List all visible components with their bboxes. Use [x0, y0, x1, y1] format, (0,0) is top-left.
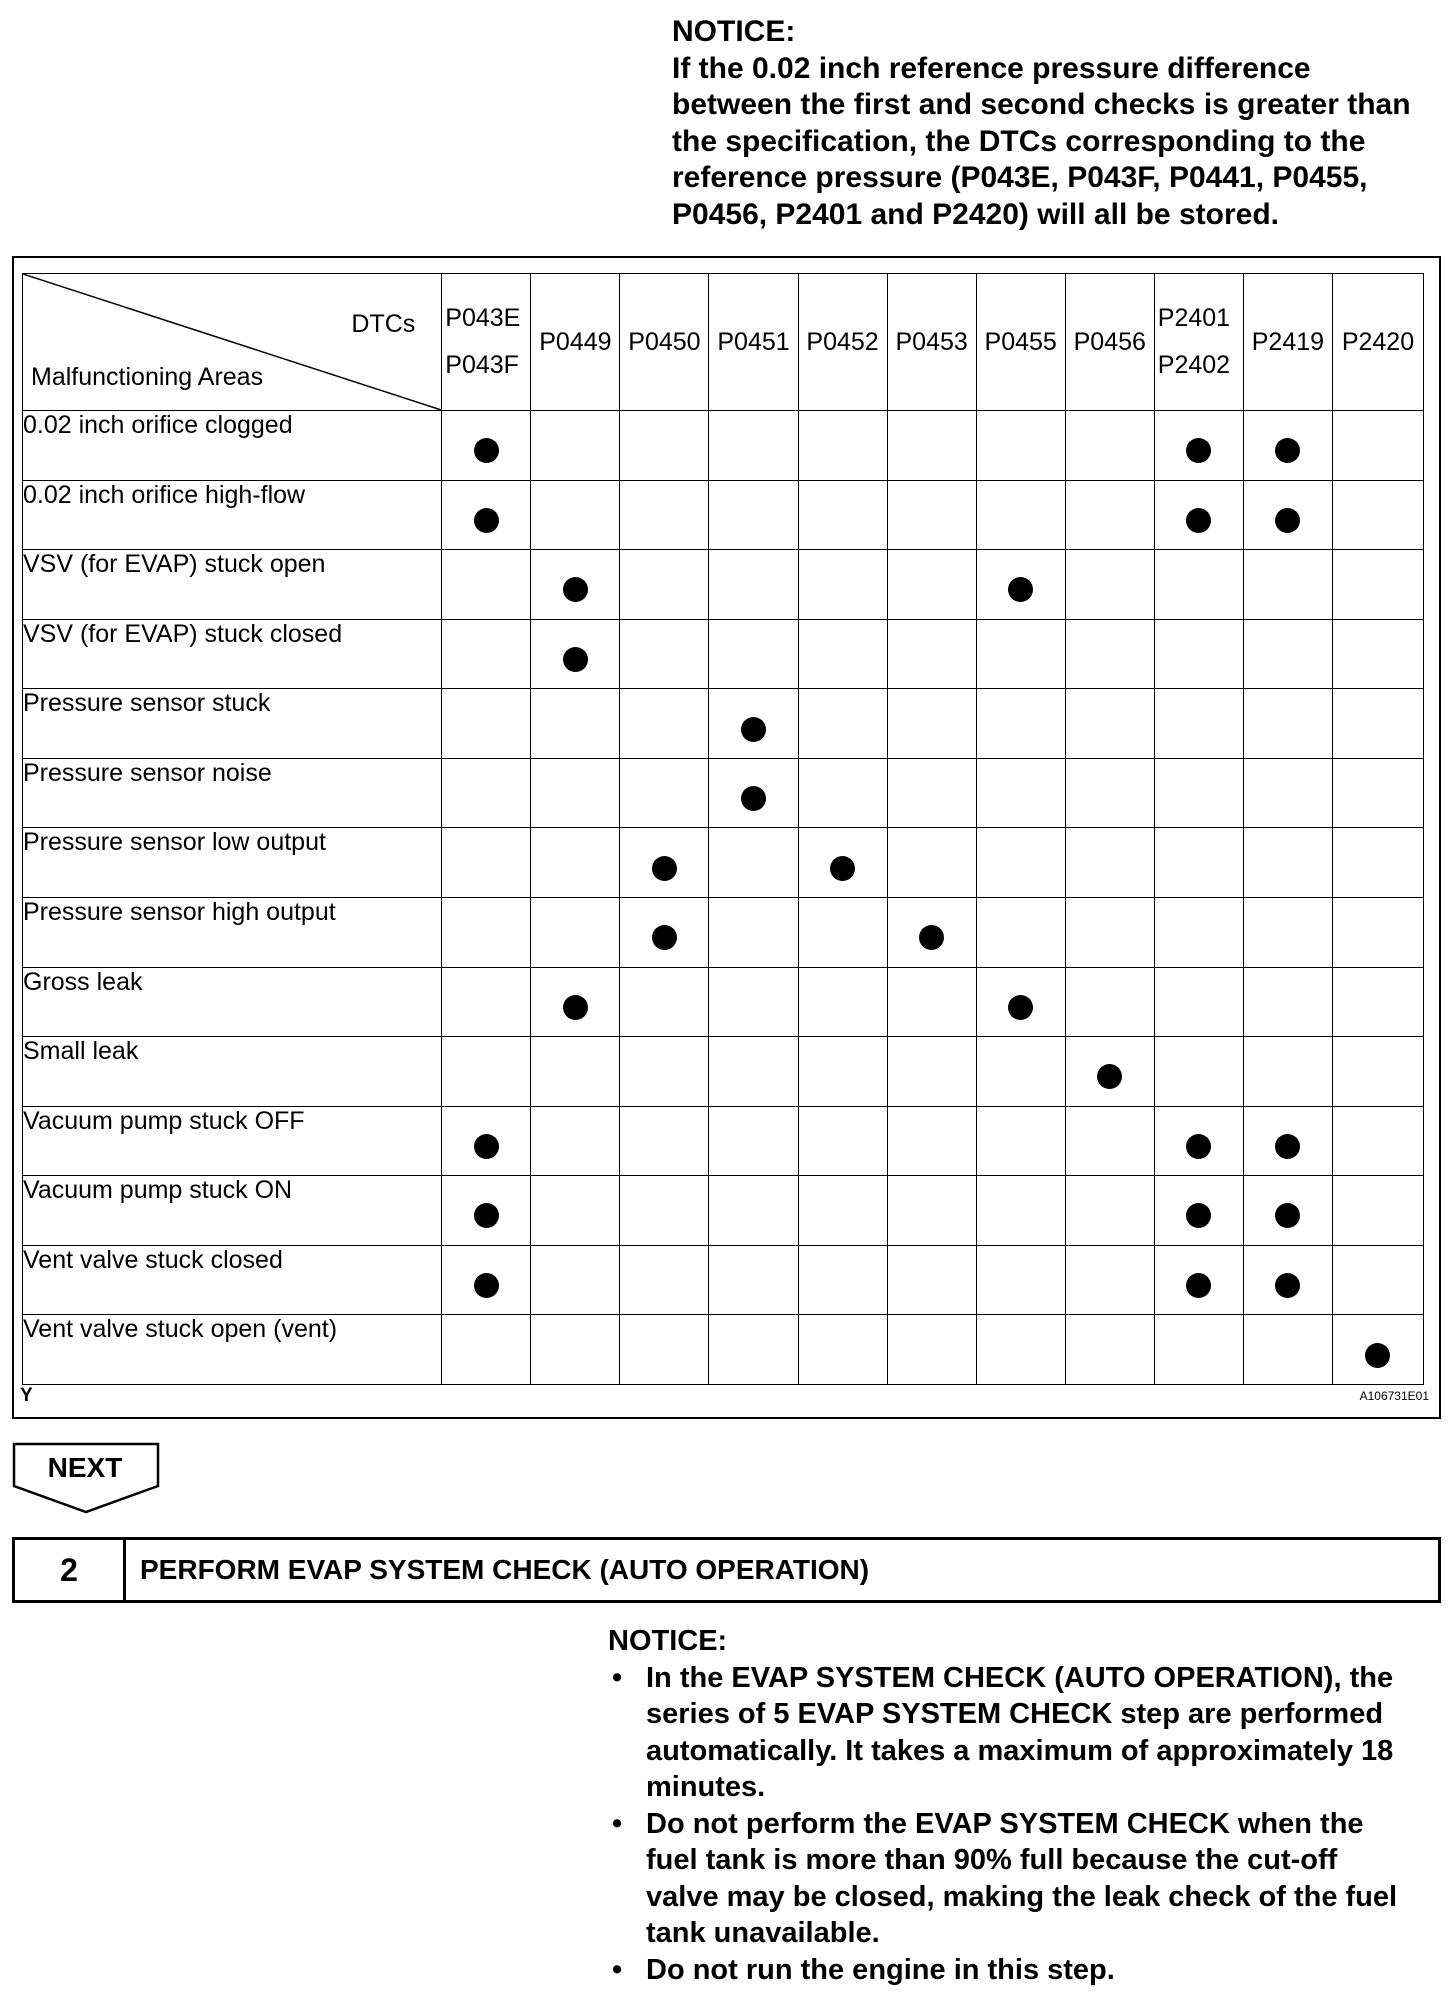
list-item: [608, 1952, 1443, 1989]
matrix-cell: [709, 550, 798, 620]
matrix-cell: [1154, 1106, 1243, 1176]
notice-bottom: [608, 1623, 1443, 1988]
malfunction-area-label: Gross leak: [23, 967, 442, 1037]
notice-line: fuel tank is more than 90% full because the cut-off: [646, 1844, 1338, 1876]
matrix-cell: [887, 897, 976, 967]
matrix-cell: [1154, 897, 1243, 967]
matrix-cell: [1065, 1176, 1154, 1246]
matrix-cell: [1065, 1037, 1154, 1107]
malfunction-area-label: Small leak: [23, 1037, 442, 1107]
dtc-column-header: P0450: [620, 274, 709, 411]
matrix-cell: [976, 758, 1065, 828]
matrix-cell: [442, 758, 531, 828]
matrix-cell: [1332, 1245, 1423, 1315]
notice-top-line: the specification, the DTCs corresponding to the: [672, 124, 1366, 158]
matrix-cell: [442, 619, 531, 689]
dtc-column-header: P2419: [1243, 274, 1332, 411]
matrix-cell: [887, 1245, 976, 1315]
applicable-dot-icon: [741, 717, 766, 742]
matrix-cell: [887, 411, 976, 481]
matrix-cell: [1243, 689, 1332, 759]
matrix-cell: [1332, 689, 1423, 759]
matrix-cell: [798, 689, 887, 759]
corner-dtcs-label: DTCs: [351, 310, 416, 338]
matrix-cell: [887, 1106, 976, 1176]
matrix-cell: [1154, 967, 1243, 1037]
matrix-cell: [1154, 1176, 1243, 1246]
malfunction-area-label: Pressure sensor noise: [23, 758, 442, 828]
matrix-cell: [442, 828, 531, 898]
applicable-dot-icon: [1008, 995, 1033, 1020]
applicable-dot-icon: [830, 856, 855, 881]
applicable-dot-icon: [1365, 1343, 1390, 1368]
applicable-dot-icon: [474, 1134, 499, 1159]
dtc-code-stack: [445, 274, 530, 410]
matrix-cell: [620, 1176, 709, 1246]
matrix-cell: [887, 758, 976, 828]
corner-header-cell: [23, 274, 442, 411]
matrix-cell: [1065, 897, 1154, 967]
matrix-cell: [709, 897, 798, 967]
applicable-dot-icon: [1275, 1273, 1300, 1298]
malfunction-area-label: 0.02 inch orifice high-flow: [23, 480, 442, 550]
matrix-cell: [1065, 619, 1154, 689]
table-row: [23, 967, 1424, 1037]
matrix-cell: [1243, 480, 1332, 550]
matrix-cell: [620, 1245, 709, 1315]
matrix-cell: [531, 758, 620, 828]
dtc-code: P043E: [445, 304, 521, 332]
matrix-cell: [976, 828, 1065, 898]
dtc-code: P2402: [1157, 351, 1231, 379]
applicable-dot-icon: [1186, 438, 1211, 463]
matrix-cell: [1065, 758, 1154, 828]
table-row: [23, 480, 1424, 550]
matrix-cell: [1332, 619, 1423, 689]
next-button-label: NEXT: [47, 1452, 123, 1483]
dtc-column-header: P0453: [887, 274, 976, 411]
matrix-cell: [531, 1315, 620, 1385]
matrix-cell: [976, 1245, 1065, 1315]
matrix-cell: [1243, 550, 1332, 620]
matrix-cell: [887, 967, 976, 1037]
notice-line: • Do not perform the EVAP SYSTEM CHECK when the: [646, 1807, 1364, 1840]
matrix-cell: [1332, 1106, 1423, 1176]
matrix-cell: [442, 1176, 531, 1246]
matrix-cell: [620, 828, 709, 898]
corner-areas-label: Malfunctioning Areas: [31, 363, 264, 391]
matrix-cell: [1243, 411, 1332, 481]
matrix-cell: [620, 967, 709, 1037]
matrix-cell: [1065, 1315, 1154, 1385]
matrix-cell: [798, 1037, 887, 1107]
matrix-cell: [709, 1106, 798, 1176]
applicable-dot-icon: [919, 925, 944, 950]
table-row: [23, 1245, 1424, 1315]
step-title: PERFORM EVAP SYSTEM CHECK (AUTO OPERATION): [140, 1554, 870, 1585]
table-row: [23, 897, 1424, 967]
matrix-cell: [798, 550, 887, 620]
step-header: [12, 1537, 1441, 1603]
malfunction-area-label: VSV (for EVAP) stuck open: [23, 550, 442, 620]
matrix-cell: [976, 1176, 1065, 1246]
matrix-cell: [531, 967, 620, 1037]
notice-line: automatically. It takes a maximum of approximately 18: [646, 1734, 1394, 1767]
matrix-cell: [1332, 1037, 1423, 1107]
notice-top-heading: NOTICE:: [672, 15, 796, 48]
matrix-cell: [1154, 758, 1243, 828]
matrix-cell: [1154, 550, 1243, 620]
table-row: [23, 828, 1424, 898]
notice-top-line: P0456, P2401 and P2420) will all be stored.: [672, 197, 1279, 231]
dtc-code: P043F: [445, 351, 519, 379]
matrix-cell: [1065, 967, 1154, 1037]
matrix-cell: [1065, 689, 1154, 759]
matrix-cell: [1332, 411, 1423, 481]
matrix-cell: [1243, 1245, 1332, 1315]
dtc-column-header: P0455: [976, 274, 1065, 411]
notice-line: minutes.: [646, 1771, 766, 1803]
matrix-cell: [620, 1037, 709, 1107]
malfunction-area-label: 0.02 inch orifice clogged: [23, 411, 442, 481]
dtc-code-stack: [1158, 274, 1243, 410]
matrix-cell: [620, 1106, 709, 1176]
matrix-cell: [1243, 1106, 1332, 1176]
matrix-cell: [709, 758, 798, 828]
applicable-dot-icon: [1186, 1134, 1211, 1159]
matrix-cell: [531, 480, 620, 550]
applicable-dot-icon: [563, 577, 588, 602]
applicable-dot-icon: [474, 1273, 499, 1298]
matrix-cell: [976, 967, 1065, 1037]
applicable-dot-icon: [1275, 508, 1300, 533]
malfunction-area-label: Pressure sensor stuck: [23, 689, 442, 759]
matrix-cell: [1154, 689, 1243, 759]
matrix-cell: [976, 480, 1065, 550]
matrix-cell: [1332, 897, 1423, 967]
applicable-dot-icon: [1275, 1203, 1300, 1228]
matrix-cell: [709, 1315, 798, 1385]
matrix-cell: [976, 619, 1065, 689]
matrix-cell: [798, 828, 887, 898]
malfunction-area-label: VSV (for EVAP) stuck closed: [23, 619, 442, 689]
matrix-cell: [442, 967, 531, 1037]
matrix-cell: [976, 689, 1065, 759]
applicable-dot-icon: [1275, 438, 1300, 463]
notice-top-line: reference pressure (P043E, P043F, P0441, P0455,: [672, 161, 1368, 194]
matrix-cell: [709, 619, 798, 689]
matrix-cell: [1243, 1176, 1332, 1246]
matrix-cell: [442, 897, 531, 967]
malfunction-area-label: Vent valve stuck open (vent): [23, 1315, 442, 1385]
matrix-cell: [976, 1037, 1065, 1107]
matrix-cell: [1065, 550, 1154, 620]
matrix-cell: [887, 689, 976, 759]
matrix-cell: [442, 1106, 531, 1176]
notice-top: [672, 14, 1442, 233]
dtc-figure: [12, 256, 1441, 1419]
dtc-column-header: P0451: [709, 274, 798, 411]
applicable-dot-icon: [1186, 1273, 1211, 1298]
matrix-cell: [1154, 1315, 1243, 1385]
matrix-cell: [976, 411, 1065, 481]
matrix-cell: [620, 550, 709, 620]
matrix-cell: [1332, 480, 1423, 550]
matrix-cell: [1332, 1176, 1423, 1246]
figure-y-mark: Y: [20, 1385, 33, 1406]
matrix-cell: [887, 1315, 976, 1385]
matrix-cell: [442, 411, 531, 481]
notice-line: • Do not run the engine in this step.: [646, 1953, 1115, 1986]
applicable-dot-icon: [1186, 1203, 1211, 1228]
notice-line: tank unavailable.: [646, 1917, 880, 1949]
next-button[interactable]: [12, 1442, 162, 1514]
matrix-cell: [442, 1245, 531, 1315]
applicable-dot-icon: [652, 856, 677, 881]
matrix-cell: [620, 689, 709, 759]
dtc-column-header: P0449: [531, 274, 620, 411]
matrix-cell: [1243, 619, 1332, 689]
matrix-cell: [709, 1037, 798, 1107]
matrix-cell: [798, 1315, 887, 1385]
list-item: [608, 1660, 1443, 1806]
notice-line: series of 5 EVAP SYSTEM CHECK step are performed: [646, 1698, 1384, 1730]
matrix-cell: [531, 689, 620, 759]
matrix-cell: [620, 1315, 709, 1385]
dtc-code: P2401: [1157, 304, 1231, 332]
matrix-cell: [798, 758, 887, 828]
matrix-body: [23, 411, 1424, 1385]
matrix-cell: [442, 480, 531, 550]
malfunction-area-label: Vacuum pump stuck OFF: [23, 1106, 442, 1176]
applicable-dot-icon: [741, 786, 766, 811]
figure-id: A106731E01: [1359, 1389, 1429, 1403]
applicable-dot-icon: [563, 995, 588, 1020]
matrix-cell: [1065, 411, 1154, 481]
applicable-dot-icon: [1186, 508, 1211, 533]
matrix-cell: [976, 1106, 1065, 1176]
notice-line: valve may be closed, making the leak check of the fuel: [646, 1880, 1398, 1913]
header-row: [23, 274, 1424, 411]
notice-line: • In the EVAP SYSTEM CHECK (AUTO OPERATION), the: [646, 1661, 1394, 1694]
dtc-column-header: [442, 274, 531, 411]
matrix-cell: [798, 897, 887, 967]
applicable-dot-icon: [474, 1203, 499, 1228]
matrix-cell: [442, 689, 531, 759]
applicable-dot-icon: [1097, 1064, 1122, 1089]
matrix-cell: [798, 619, 887, 689]
applicable-dot-icon: [1275, 1134, 1300, 1159]
notice-top-line: between the first and second checks is greater than: [672, 88, 1411, 121]
matrix-cell: [442, 1037, 531, 1107]
applicable-dot-icon: [1008, 577, 1033, 602]
matrix-cell: [709, 411, 798, 481]
matrix-cell: [531, 1037, 620, 1107]
matrix-cell: [531, 1106, 620, 1176]
matrix-cell: [1332, 550, 1423, 620]
matrix-cell: [531, 897, 620, 967]
malfunction-area-label: Pressure sensor low output: [23, 828, 442, 898]
dtc-column-header: P2420: [1332, 274, 1423, 411]
matrix-cell: [1332, 828, 1423, 898]
matrix-cell: [1065, 1245, 1154, 1315]
notice-bottom-heading: NOTICE:: [608, 1625, 728, 1657]
matrix-cell: [1154, 1245, 1243, 1315]
matrix-cell: [709, 967, 798, 1037]
matrix-cell: [620, 619, 709, 689]
matrix-cell: [1332, 758, 1423, 828]
matrix-cell: [531, 1176, 620, 1246]
matrix-cell: [1332, 1315, 1423, 1385]
table-row: [23, 1037, 1424, 1107]
table-row: [23, 689, 1424, 759]
notice-bottom-list: [608, 1660, 1443, 1989]
matrix-cell: [1065, 480, 1154, 550]
table-row: [23, 1176, 1424, 1246]
matrix-cell: [887, 480, 976, 550]
applicable-dot-icon: [474, 508, 499, 533]
matrix-cell: [976, 897, 1065, 967]
table-row: [23, 758, 1424, 828]
matrix-cell: [1243, 828, 1332, 898]
dtc-column-header: [1154, 274, 1243, 411]
matrix-cell: [1154, 480, 1243, 550]
matrix-cell: [709, 1245, 798, 1315]
matrix-cell: [531, 550, 620, 620]
matrix-cell: [976, 550, 1065, 620]
matrix-cell: [620, 480, 709, 550]
matrix-cell: [798, 411, 887, 481]
applicable-dot-icon: [563, 647, 588, 672]
matrix-cell: [798, 480, 887, 550]
matrix-cell: [1065, 1106, 1154, 1176]
matrix-cell: [620, 758, 709, 828]
applicable-dot-icon: [652, 925, 677, 950]
matrix-cell: [709, 828, 798, 898]
step-number: 2: [15, 1540, 126, 1600]
matrix-cell: [709, 480, 798, 550]
notice-top-line: If the 0.02 inch reference pressure difference: [672, 51, 1311, 85]
matrix-cell: [442, 550, 531, 620]
matrix-cell: [1154, 411, 1243, 481]
table-row: [23, 550, 1424, 620]
matrix-cell: [887, 828, 976, 898]
matrix-cell: [620, 411, 709, 481]
dtc-column-header: P0452: [798, 274, 887, 411]
list-item: [608, 1806, 1443, 1952]
applicable-dot-icon: [474, 438, 499, 463]
matrix-cell: [709, 689, 798, 759]
matrix-cell: [887, 619, 976, 689]
matrix-cell: [1154, 828, 1243, 898]
matrix-cell: [1154, 1037, 1243, 1107]
malfunction-area-label: Pressure sensor high output: [23, 897, 442, 967]
matrix-cell: [1332, 967, 1423, 1037]
matrix-cell: [887, 550, 976, 620]
matrix-cell: [442, 1315, 531, 1385]
dtc-matrix-table: [22, 273, 1424, 1385]
matrix-cell: [1154, 619, 1243, 689]
table-row: [23, 619, 1424, 689]
matrix-cell: [531, 828, 620, 898]
matrix-cell: [798, 1106, 887, 1176]
matrix-cell: [887, 1176, 976, 1246]
matrix-cell: [709, 1176, 798, 1246]
matrix-cell: [976, 1315, 1065, 1385]
matrix-cell: [1065, 828, 1154, 898]
matrix-cell: [531, 1245, 620, 1315]
matrix-cell: [620, 897, 709, 967]
dtc-column-header: P0456: [1065, 274, 1154, 411]
table-row: [23, 411, 1424, 481]
matrix-cell: [1243, 758, 1332, 828]
matrix-cell: [531, 619, 620, 689]
matrix-cell: [1243, 1037, 1332, 1107]
matrix-cell: [887, 1037, 976, 1107]
matrix-cell: [531, 411, 620, 481]
matrix-cell: [798, 1176, 887, 1246]
malfunction-area-label: Vacuum pump stuck ON: [23, 1176, 442, 1246]
matrix-cell: [798, 967, 887, 1037]
matrix-cell: [798, 1245, 887, 1315]
malfunction-area-label: Vent valve stuck closed: [23, 1245, 442, 1315]
matrix-cell: [1243, 967, 1332, 1037]
table-row: [23, 1106, 1424, 1176]
matrix-cell: [1243, 897, 1332, 967]
table-row: [23, 1315, 1424, 1385]
matrix-cell: [1243, 1315, 1332, 1385]
